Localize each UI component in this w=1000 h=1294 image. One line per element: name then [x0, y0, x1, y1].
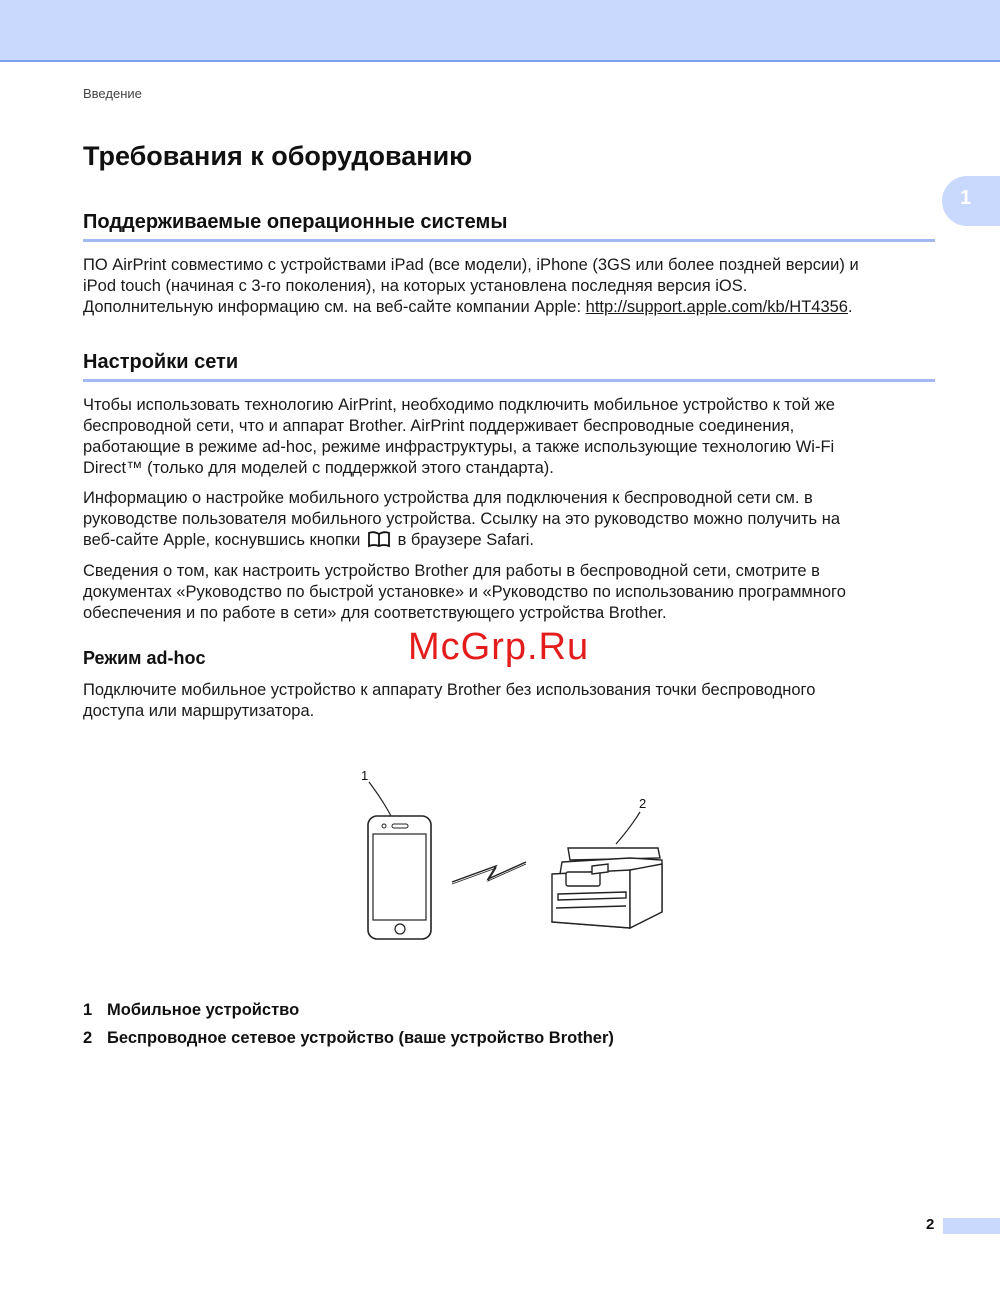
paragraph-network-2 [83, 488, 943, 551]
text-line: Подключите мобильное устройство к аппарату Brother без использования точки беспроводного [83, 681, 816, 699]
subsection-heading-adhoc: Режим ad-hoc [83, 648, 206, 668]
support-link[interactable]: http://support.apple.com/kb/HT4356 [585, 298, 848, 316]
legend-number: 1 [83, 1001, 93, 1019]
text-span: Дополнительную информацию см. на веб-сайте компании Apple: [83, 298, 586, 316]
text-line: Информацию о настройке мобильного устройства для подключения к беспроводной сети см. в [83, 489, 813, 507]
top-header-band [0, 0, 1000, 62]
legend-item-2 [83, 1029, 614, 1048]
callout-2: 2 [639, 796, 647, 811]
paragraph-network-1 [83, 395, 943, 479]
text-span: . [847, 298, 853, 316]
text-line: документах «Руководство по быстрой установке» и «Руководство по использованию программного [83, 583, 846, 601]
section-heading-network: Настройки сети [83, 351, 239, 373]
legend-item-1 [83, 1001, 299, 1020]
section-rule-network [83, 379, 935, 382]
legend-label: Беспроводное сетевое устройство (ваше устройство Brother) [107, 1029, 614, 1047]
paragraph-os [83, 255, 943, 318]
paragraph-adhoc [83, 680, 943, 722]
adhoc-diagram [340, 762, 680, 962]
text-line: Чтобы использовать технологию AirPrint, необходимо подключить мобильное устройство к той же [83, 396, 835, 414]
text-line: iPod touch (начиная с 3-го поколения), на которых установлена последняя версия iOS. [83, 277, 748, 295]
breadcrumb: Введение [83, 86, 142, 101]
page-number: 2 [926, 1216, 935, 1233]
page-title: Требования к оборудованию [83, 141, 473, 171]
section-heading-os: Поддерживаемые операционные системы [83, 211, 508, 233]
watermark: McGrp.Ru [408, 626, 590, 668]
printer-icon [552, 848, 662, 928]
text-line: доступа или маршрутизатора. [83, 702, 315, 720]
text-span: в браузере Safari. [397, 531, 534, 549]
text-line [83, 530, 943, 551]
text-line: Direct™ (только для моделей с поддержкой этого стандарта). [83, 459, 554, 477]
section-rule-os [83, 239, 935, 242]
bookmarks-book-icon [367, 530, 391, 548]
text-line: ПО AirPrint совместимо с устройствами iPad (все модели), iPhone (3GS или более поздней версии) и [83, 256, 859, 274]
phone-icon [368, 816, 431, 939]
text-line: работающие в режиме ad-hoc, режиме инфраструктуры, а также использующие технологию Wi-Fi [83, 438, 835, 456]
leader-line-2 [616, 812, 640, 844]
text-line [83, 297, 943, 318]
legend-label: Мобильное устройство [107, 1001, 300, 1019]
text-line: руководстве пользователя мобильного устройства. Ссылку на это руководство можно получить на [83, 510, 841, 528]
legend-number: 2 [83, 1029, 93, 1047]
text-line: обеспечения и по работе в сети» для соответствующего устройства Brother. [83, 604, 667, 622]
text-span: веб-сайте Apple, коснувшись кнопки [83, 531, 361, 549]
leader-line-1 [369, 782, 392, 818]
chapter-number: 1 [960, 187, 972, 209]
callout-1: 1 [361, 768, 369, 783]
chapter-tab [942, 176, 1000, 226]
paragraph-network-3 [83, 561, 943, 624]
footer-tab [943, 1218, 1000, 1234]
text-line: беспроводной сети, что и аппарат Brother. AirPrint поддерживает беспроводные соединения, [83, 417, 795, 435]
text-line: Сведения о том, как настроить устройство Brother для работы в беспроводной сети, смотрите в [83, 562, 820, 580]
